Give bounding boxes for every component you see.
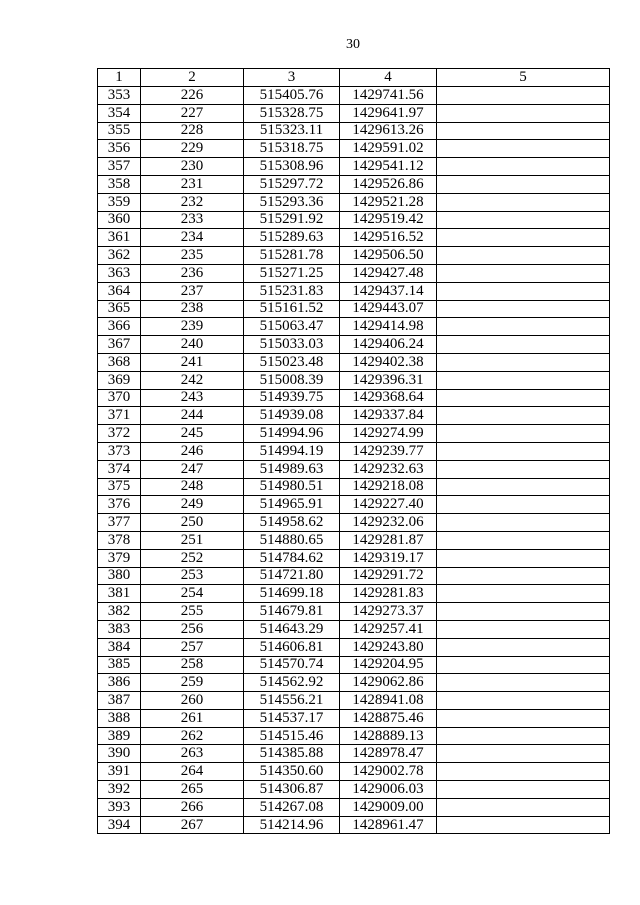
table-cell-col-3: 514515.46 [244, 727, 340, 745]
table-cell-col-3: 515271.25 [244, 264, 340, 282]
table-cell-col-1: 372 [98, 425, 141, 443]
table-cell-col-2: 264 [141, 763, 244, 781]
table-cell-col-3: 514784.62 [244, 549, 340, 567]
table-row [98, 318, 610, 336]
table-cell-col-3: 514606.81 [244, 638, 340, 656]
table-cell-col-2: 238 [141, 300, 244, 318]
table-cell-col-2: 239 [141, 318, 244, 336]
table-cell-col-3: 514994.19 [244, 442, 340, 460]
table-cell-col-2: 265 [141, 781, 244, 799]
table-cell-col-4: 1429232.63 [340, 460, 437, 478]
table-cell-empty [437, 158, 610, 176]
table-cell-empty [437, 140, 610, 158]
table-cell-col-4: 1428889.13 [340, 727, 437, 745]
table-cell-col-1: 373 [98, 442, 141, 460]
table-row [98, 763, 610, 781]
table-cell-col-2: 232 [141, 193, 244, 211]
table-header [98, 69, 610, 87]
table-cell-col-4: 1429516.52 [340, 229, 437, 247]
table-cell-col-4: 1429291.72 [340, 567, 437, 585]
table-cell-col-1: 383 [98, 620, 141, 638]
table-row [98, 638, 610, 656]
table-cell-empty [437, 389, 610, 407]
table-cell-col-2: 260 [141, 692, 244, 710]
table-cell-empty [437, 193, 610, 211]
table-cell-col-3: 515161.52 [244, 300, 340, 318]
table-cell-col-3: 514958.62 [244, 514, 340, 532]
table-cell-col-1: 363 [98, 264, 141, 282]
table-cell-empty [437, 336, 610, 354]
table-cell-col-2: 248 [141, 478, 244, 496]
table-cell-col-4: 1428961.47 [340, 816, 437, 834]
table-cell-empty [437, 211, 610, 229]
table-cell-col-3: 515293.36 [244, 193, 340, 211]
table-cell-empty [437, 585, 610, 603]
table-cell-col-1: 384 [98, 638, 141, 656]
table-cell-col-1: 365 [98, 300, 141, 318]
table-cell-empty [437, 514, 610, 532]
table-row [98, 816, 610, 834]
table-cell-empty [437, 460, 610, 478]
table-row [98, 692, 610, 710]
table-row [98, 87, 610, 105]
table-cell-col-4: 1429443.07 [340, 300, 437, 318]
table-cell-col-1: 357 [98, 158, 141, 176]
table-cell-col-4: 1429741.56 [340, 87, 437, 105]
table-row [98, 781, 610, 799]
table-row [98, 567, 610, 585]
table-cell-col-2: 250 [141, 514, 244, 532]
table-cell-col-1: 367 [98, 336, 141, 354]
table-cell-col-4: 1429281.83 [340, 585, 437, 603]
table-cell-empty [437, 442, 610, 460]
table-cell-col-3: 514721.80 [244, 567, 340, 585]
coordinates-table [97, 68, 610, 834]
table-cell-empty [437, 531, 610, 549]
table-cell-col-3: 514570.74 [244, 656, 340, 674]
table-cell-col-1: 359 [98, 193, 141, 211]
table-cell-col-2: 234 [141, 229, 244, 247]
table-row [98, 460, 610, 478]
table-cell-empty [437, 745, 610, 763]
table-cell-col-3: 515281.78 [244, 247, 340, 265]
table-cell-col-4: 1429273.37 [340, 603, 437, 621]
table-row [98, 389, 610, 407]
table-cell-col-3: 514562.92 [244, 674, 340, 692]
table-cell-col-4: 1429519.42 [340, 211, 437, 229]
table-cell-col-2: 267 [141, 816, 244, 834]
table-cell-col-3: 515405.76 [244, 87, 340, 105]
table-cell-col-2: 262 [141, 727, 244, 745]
table-cell-col-4: 1429414.98 [340, 318, 437, 336]
table-cell-empty [437, 763, 610, 781]
table-cell-empty [437, 300, 610, 318]
table-cell-col-2: 257 [141, 638, 244, 656]
table-cell-col-3: 515308.96 [244, 158, 340, 176]
table-row [98, 264, 610, 282]
table-cell-col-3: 515323.11 [244, 122, 340, 140]
table-cell-col-1: 385 [98, 656, 141, 674]
table-cell-col-1: 371 [98, 407, 141, 425]
table-cell-col-1: 378 [98, 531, 141, 549]
page-number: 30 [346, 37, 360, 52]
table-cell-col-2: 240 [141, 336, 244, 354]
table-cell-empty [437, 567, 610, 585]
table-cell-col-2: 228 [141, 122, 244, 140]
table-cell-col-3: 515023.48 [244, 353, 340, 371]
table-cell-col-3: 515297.72 [244, 175, 340, 193]
table-cell-empty [437, 122, 610, 140]
table-cell-col-2: 244 [141, 407, 244, 425]
table-cell-col-4: 1429281.87 [340, 531, 437, 549]
table-cell-empty [437, 496, 610, 514]
table-cell-col-2: 243 [141, 389, 244, 407]
table-row [98, 620, 610, 638]
table-cell-empty [437, 620, 610, 638]
table-cell-col-1: 392 [98, 781, 141, 799]
table-cell-empty [437, 603, 610, 621]
table-row [98, 336, 610, 354]
table-cell-col-4: 1429062.86 [340, 674, 437, 692]
table-cell-col-4: 1429541.12 [340, 158, 437, 176]
table-cell-col-4: 1429232.06 [340, 514, 437, 532]
table-row [98, 371, 610, 389]
table-cell-col-1: 377 [98, 514, 141, 532]
table-cell-empty [437, 264, 610, 282]
column-header-2: 2 [141, 69, 244, 87]
table-cell-empty [437, 87, 610, 105]
table-row [98, 727, 610, 745]
table-cell-col-4: 1429368.64 [340, 389, 437, 407]
table-cell-col-2: 247 [141, 460, 244, 478]
table-cell-col-3: 514939.08 [244, 407, 340, 425]
table-body [98, 87, 610, 834]
table-cell-col-4: 1429337.84 [340, 407, 437, 425]
table-cell-col-2: 246 [141, 442, 244, 460]
table-cell-col-2: 230 [141, 158, 244, 176]
table-cell-col-2: 227 [141, 104, 244, 122]
table-cell-col-2: 231 [141, 175, 244, 193]
table-cell-col-3: 514350.60 [244, 763, 340, 781]
table-cell-col-3: 514679.81 [244, 603, 340, 621]
table-cell-empty [437, 727, 610, 745]
table-cell-empty [437, 407, 610, 425]
table-cell-col-2: 255 [141, 603, 244, 621]
table-cell-col-3: 514994.96 [244, 425, 340, 443]
table-row [98, 674, 610, 692]
table-cell-col-3: 515328.75 [244, 104, 340, 122]
table-cell-col-4: 1429641.97 [340, 104, 437, 122]
table-cell-col-4: 1429009.00 [340, 798, 437, 816]
table-cell-col-2: 235 [141, 247, 244, 265]
table-cell-col-1: 366 [98, 318, 141, 336]
table-cell-col-4: 1429437.14 [340, 282, 437, 300]
table-cell-col-1: 358 [98, 175, 141, 193]
table-cell-col-4: 1428941.08 [340, 692, 437, 710]
table-cell-col-3: 514306.87 [244, 781, 340, 799]
column-header-3: 3 [244, 69, 340, 87]
table-cell-col-1: 353 [98, 87, 141, 105]
table-cell-col-4: 1429006.03 [340, 781, 437, 799]
table-cell-col-2: 249 [141, 496, 244, 514]
table-row [98, 229, 610, 247]
table-cell-col-1: 379 [98, 549, 141, 567]
table-row [98, 175, 610, 193]
table-cell-col-1: 356 [98, 140, 141, 158]
table-cell-col-2: 263 [141, 745, 244, 763]
table-cell-col-1: 355 [98, 122, 141, 140]
table-cell-col-4: 1429406.24 [340, 336, 437, 354]
table-cell-col-3: 514939.75 [244, 389, 340, 407]
table-cell-col-2: 236 [141, 264, 244, 282]
table-cell-col-3: 514643.29 [244, 620, 340, 638]
table-cell-col-4: 1429239.77 [340, 442, 437, 460]
table-cell-col-1: 360 [98, 211, 141, 229]
table-cell-col-4: 1429243.80 [340, 638, 437, 656]
table-cell-col-1: 394 [98, 816, 141, 834]
table-cell-col-1: 388 [98, 709, 141, 727]
header-row [98, 69, 610, 87]
table-row [98, 798, 610, 816]
table-cell-col-1: 370 [98, 389, 141, 407]
table-cell-empty [437, 709, 610, 727]
table-cell-empty [437, 318, 610, 336]
table-cell-col-3: 515063.47 [244, 318, 340, 336]
table-cell-col-4: 1428978.47 [340, 745, 437, 763]
table-cell-empty [437, 229, 610, 247]
table-cell-col-1: 374 [98, 460, 141, 478]
table-row [98, 514, 610, 532]
table-row [98, 585, 610, 603]
table-cell-empty [437, 175, 610, 193]
table-cell-col-3: 514537.17 [244, 709, 340, 727]
table-cell-col-3: 514556.21 [244, 692, 340, 710]
table-row [98, 407, 610, 425]
table-cell-col-3: 514699.18 [244, 585, 340, 603]
table-row [98, 140, 610, 158]
table-cell-col-4: 1429218.08 [340, 478, 437, 496]
table-cell-empty [437, 282, 610, 300]
table-cell-col-3: 515231.83 [244, 282, 340, 300]
column-header-4: 4 [340, 69, 437, 87]
table-cell-col-2: 245 [141, 425, 244, 443]
table-cell-col-4: 1429506.50 [340, 247, 437, 265]
table-row [98, 496, 610, 514]
table-row [98, 247, 610, 265]
table-cell-col-3: 514214.96 [244, 816, 340, 834]
table-cell-empty [437, 371, 610, 389]
table-cell-col-3: 515008.39 [244, 371, 340, 389]
table-cell-col-4: 1429204.95 [340, 656, 437, 674]
table-cell-col-4: 1428875.46 [340, 709, 437, 727]
table-row [98, 745, 610, 763]
table-cell-empty [437, 353, 610, 371]
table-cell-col-1: 390 [98, 745, 141, 763]
table-cell-col-1: 362 [98, 247, 141, 265]
table-cell-col-1: 381 [98, 585, 141, 603]
table-row [98, 603, 610, 621]
table-cell-col-1: 376 [98, 496, 141, 514]
table-row [98, 709, 610, 727]
table-cell-col-3: 514965.91 [244, 496, 340, 514]
table-cell-col-3: 515289.63 [244, 229, 340, 247]
table-cell-col-3: 515318.75 [244, 140, 340, 158]
table-cell-col-3: 514880.65 [244, 531, 340, 549]
table-cell-empty [437, 247, 610, 265]
table-cell-col-1: 393 [98, 798, 141, 816]
table-row [98, 549, 610, 567]
table-cell-col-1: 389 [98, 727, 141, 745]
table-cell-col-1: 386 [98, 674, 141, 692]
table-cell-empty [437, 638, 610, 656]
table-cell-col-1: 354 [98, 104, 141, 122]
table-row [98, 193, 610, 211]
table-cell-col-2: 266 [141, 798, 244, 816]
table-cell-col-3: 515033.03 [244, 336, 340, 354]
table-cell-col-2: 251 [141, 531, 244, 549]
table-row [98, 300, 610, 318]
table-cell-col-2: 233 [141, 211, 244, 229]
table-cell-col-2: 237 [141, 282, 244, 300]
table-cell-empty [437, 656, 610, 674]
table-cell-empty [437, 104, 610, 122]
table-cell-empty [437, 549, 610, 567]
table-cell-col-3: 514385.88 [244, 745, 340, 763]
table-cell-col-3: 514980.51 [244, 478, 340, 496]
table-cell-col-4: 1429526.86 [340, 175, 437, 193]
table-row [98, 425, 610, 443]
table-cell-col-2: 258 [141, 656, 244, 674]
table-cell-col-4: 1429227.40 [340, 496, 437, 514]
table-row [98, 158, 610, 176]
table-cell-col-4: 1429274.99 [340, 425, 437, 443]
table-cell-col-3: 515291.92 [244, 211, 340, 229]
table-row [98, 282, 610, 300]
table-cell-col-2: 241 [141, 353, 244, 371]
column-header-1: 1 [98, 69, 141, 87]
table-cell-col-1: 375 [98, 478, 141, 496]
table-row [98, 442, 610, 460]
table-cell-col-4: 1429613.26 [340, 122, 437, 140]
table-cell-col-1: 369 [98, 371, 141, 389]
table-cell-col-1: 368 [98, 353, 141, 371]
table-cell-col-4: 1429319.17 [340, 549, 437, 567]
table-cell-col-2: 259 [141, 674, 244, 692]
table-cell-col-1: 382 [98, 603, 141, 621]
table-cell-empty [437, 425, 610, 443]
table-cell-col-4: 1429402.38 [340, 353, 437, 371]
table-cell-empty [437, 478, 610, 496]
table-cell-col-2: 254 [141, 585, 244, 603]
table-row [98, 478, 610, 496]
table-cell-col-2: 261 [141, 709, 244, 727]
table-cell-col-3: 514989.63 [244, 460, 340, 478]
table-cell-col-2: 256 [141, 620, 244, 638]
table-cell-empty [437, 781, 610, 799]
table-cell-col-1: 391 [98, 763, 141, 781]
table-cell-col-2: 229 [141, 140, 244, 158]
table-cell-col-4: 1429591.02 [340, 140, 437, 158]
table-cell-col-4: 1429427.48 [340, 264, 437, 282]
table-cell-col-1: 380 [98, 567, 141, 585]
table-cell-col-2: 253 [141, 567, 244, 585]
table-cell-col-1: 387 [98, 692, 141, 710]
table-cell-col-1: 364 [98, 282, 141, 300]
table-row [98, 122, 610, 140]
table-cell-empty [437, 816, 610, 834]
table-cell-empty [437, 674, 610, 692]
table-cell-empty [437, 692, 610, 710]
table-cell-col-2: 242 [141, 371, 244, 389]
table-cell-col-4: 1429002.78 [340, 763, 437, 781]
table-cell-col-2: 226 [141, 87, 244, 105]
table-cell-empty [437, 798, 610, 816]
table-row [98, 656, 610, 674]
table-cell-col-1: 361 [98, 229, 141, 247]
table-cell-col-4: 1429521.28 [340, 193, 437, 211]
table-row [98, 104, 610, 122]
table-cell-col-4: 1429396.31 [340, 371, 437, 389]
table-cell-col-3: 514267.08 [244, 798, 340, 816]
column-header-5: 5 [437, 69, 610, 87]
table-cell-col-2: 252 [141, 549, 244, 567]
table-row [98, 211, 610, 229]
table-cell-col-4: 1429257.41 [340, 620, 437, 638]
table-row [98, 353, 610, 371]
table-row [98, 531, 610, 549]
